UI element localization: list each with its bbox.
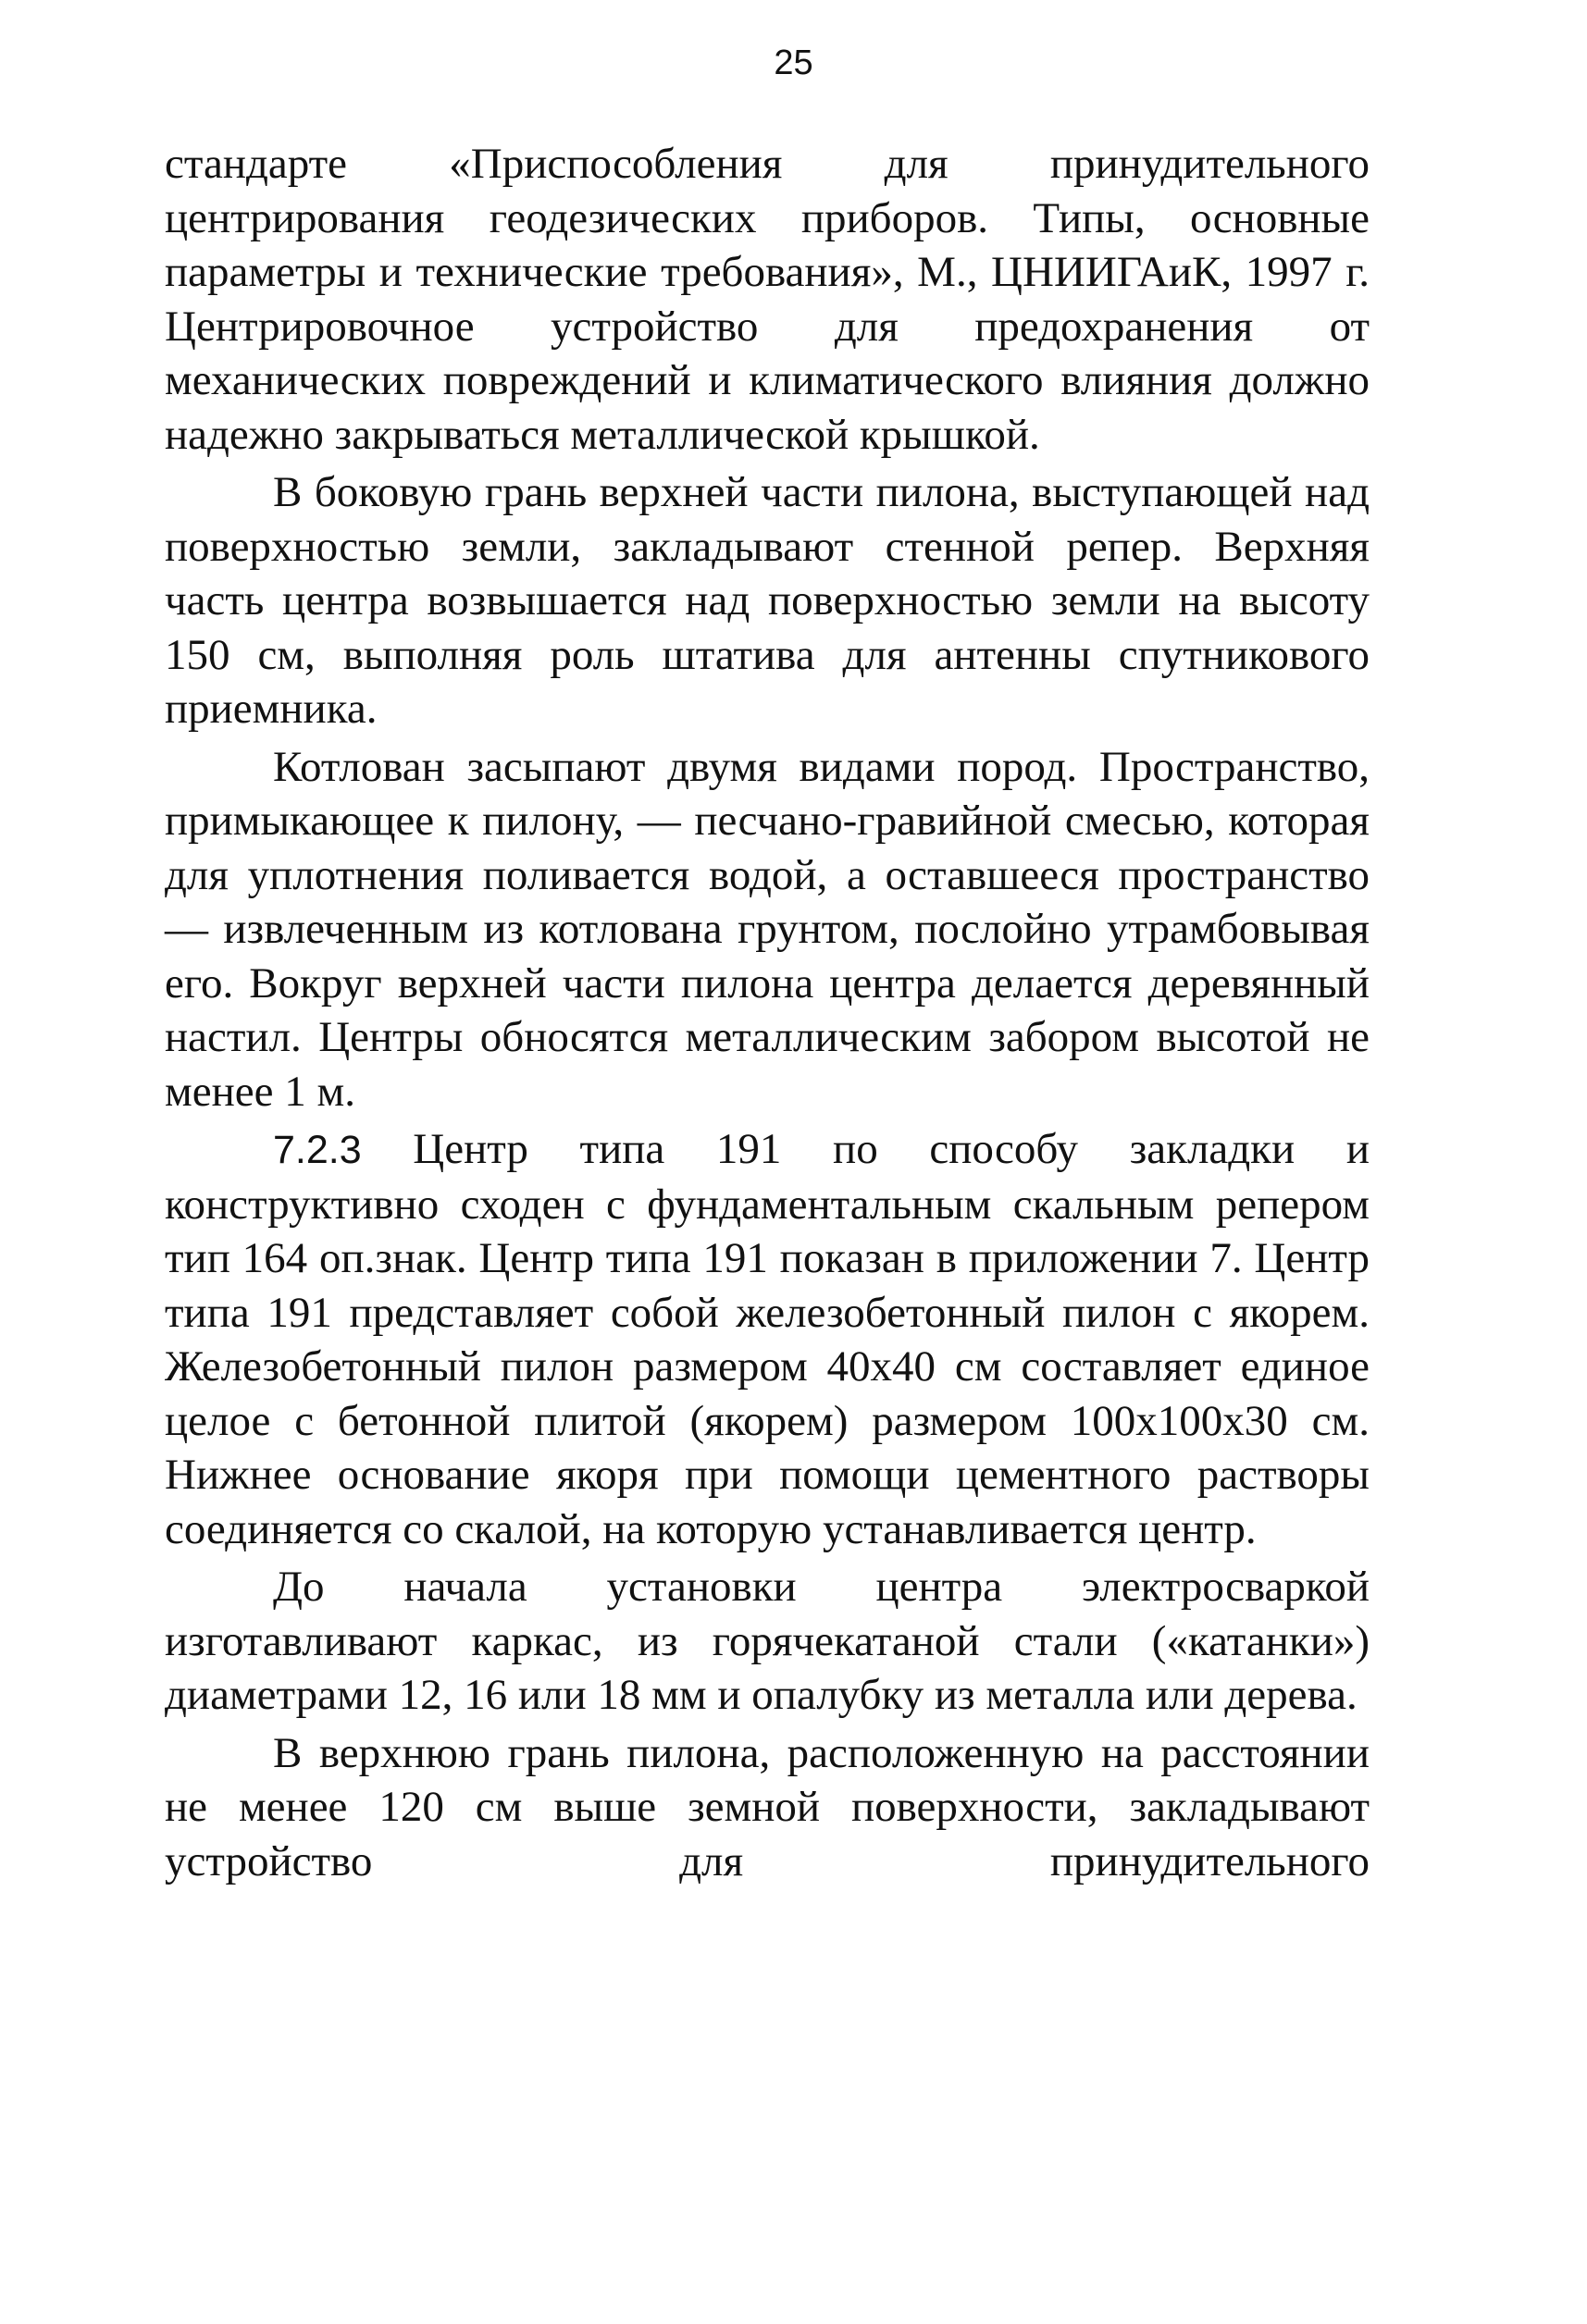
paragraph-5: До начала установки центра электросваркой изготавливают каркас, из горячекатаной стали («катанки») диаметрами 12, 16 или 18 мм и опалубку из металла или дерева. xyxy=(165,1563,1370,1719)
paragraph-3: Котлован засыпают двумя видами пород. Пространство, примыкающее к пилону, — песчано-гравийной смесью, которая для уплотнения поливается водой, а оставшееся пространство — извлеченным из котлована грунтом, послойно утрамбовывая его. Вокруг верхней части пилона центра делается деревянный настил. Центры обносятся металлическим забором высотой не менее 1 м. xyxy=(165,742,1370,1116)
paragraph-4 xyxy=(165,1122,1370,1556)
paragraph-2: В боковую грань верхней части пилона, выступающей над поверхностью земли, закладывают стенной репер. Верхняя часть центра возвышается над поверхностью земли на высоту 150 см, выполняя роль штатива для антенны спутникового приемника. xyxy=(165,468,1370,733)
section-number: 7.2.3 xyxy=(273,1128,362,1172)
page-number: 25 xyxy=(774,43,813,82)
paragraph-6: В верхнюю грань пилона, расположенную на расстоянии не менее 120 см выше земной поверхности, закладывают устройство для принудительного xyxy=(165,1728,1370,1885)
body-text xyxy=(165,137,1370,1892)
paragraph-1: стандарте «Приспособления для принудительного центрирования геодезических приборов. Типы, основные параметры и технические требования», М., ЦНИИГАиК, 1997 г. Центрировочное устройство для предохранения от механических повреждений и климатического влияния должно надежно закрываться металлической крышкой. xyxy=(165,140,1370,459)
paragraph-4-text: Центр типа 191 по способу закладки и конструктивно сходен с фундаментальным скальным репером тип 164 оп.знак. Центр типа 191 показан в приложении 7. Центр типа 191 представляет собой железобетонный пилон с якорем. Железобетонный пилон размером 40х40 см составляет единое целое с бетонной плитой (якорем) размером 100х100х30 см. Нижнее основание якоря при помощи цементного растворы соединяется со скалой, на которую устанавливается центр. xyxy=(165,1125,1370,1553)
